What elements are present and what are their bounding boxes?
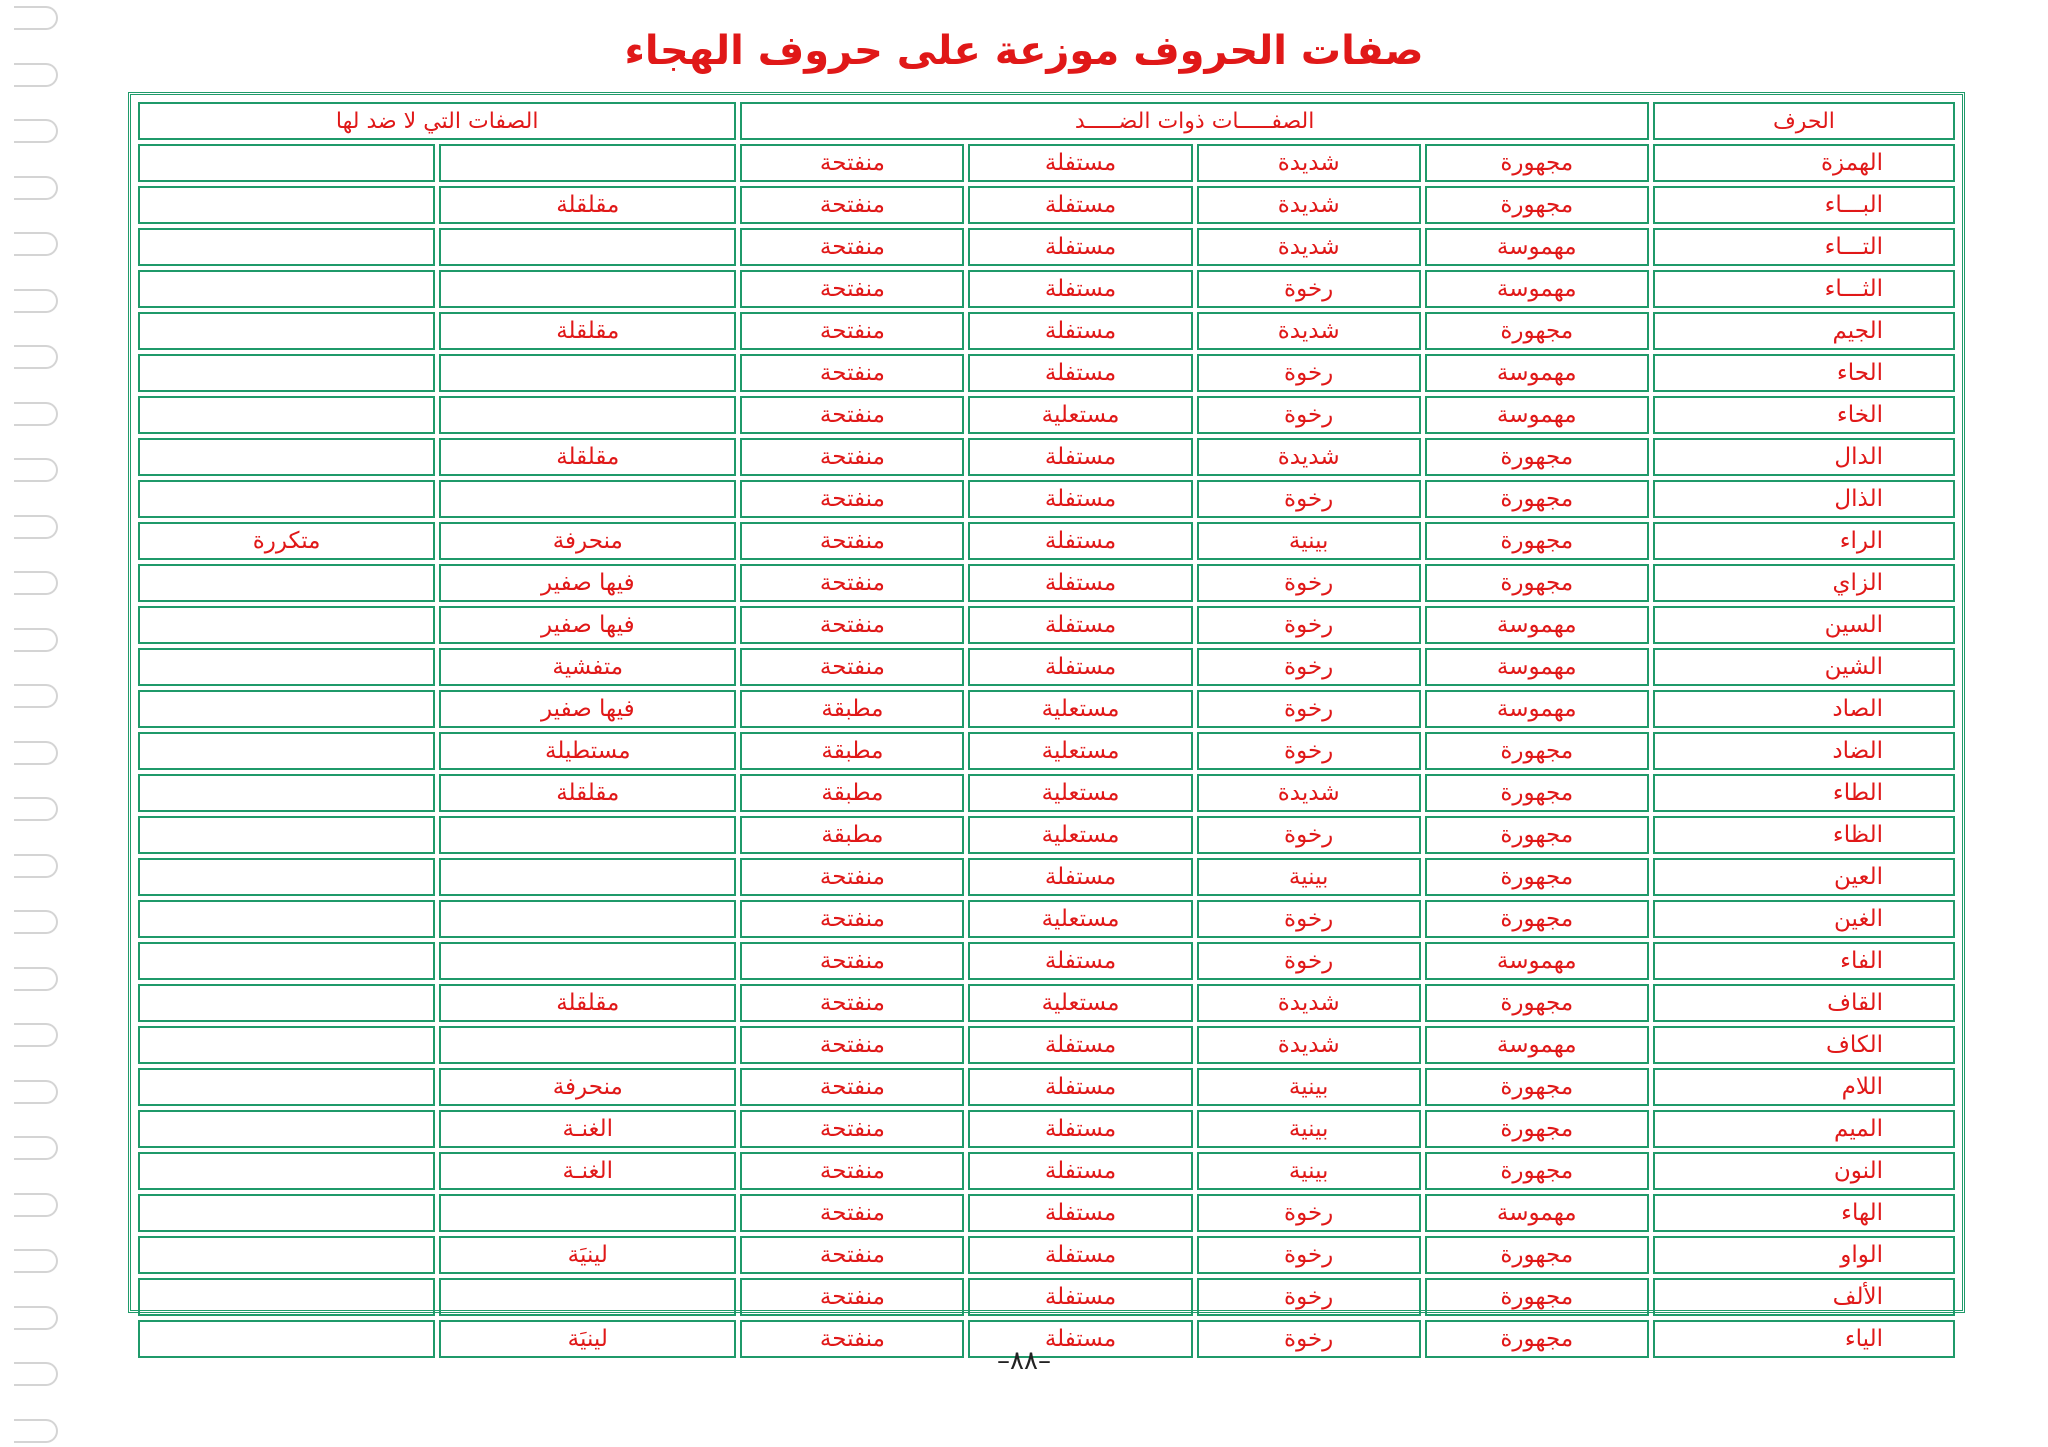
binding-ring [14,854,58,878]
table-row [138,1152,1955,1190]
binding-ring [14,119,58,143]
table-row [138,1068,1955,1106]
header-unpaired-attributes: الصفات التي لا ضد لها [138,102,736,140]
strength-cell: بينية [1197,1110,1421,1148]
strength-cell: شديدة [1197,186,1421,224]
repetition-cell [138,900,435,938]
binding-ring [14,1193,58,1217]
table-row [138,606,1955,644]
letter-cell: الواو [1653,1236,1955,1274]
openness-cell: منفتحة [740,228,964,266]
repetition-cell [138,354,435,392]
binding-ring [14,910,58,934]
elevation-cell: مستفلة [968,1194,1192,1232]
elevation-cell: مستفلة [968,564,1192,602]
table-row [138,438,1955,476]
voicing-cell: مهموسة [1425,648,1649,686]
repetition-cell [138,1194,435,1232]
repetition-cell: متكررة [138,522,435,560]
letter-cell: القاف [1653,984,1955,1022]
openness-cell: منفتحة [740,396,964,434]
openness-cell: منفتحة [740,1152,964,1190]
voicing-cell: مجهورة [1425,1320,1649,1358]
strength-cell: رخوة [1197,606,1421,644]
strength-cell: شديدة [1197,144,1421,182]
letter-cell: الألف [1653,1278,1955,1316]
table-row [138,1194,1955,1232]
extra-attribute-cell: لينيَة [439,1320,736,1358]
elevation-cell: مستعلية [968,732,1192,770]
repetition-cell [138,606,435,644]
extra-attribute-cell [439,396,736,434]
repetition-cell [138,186,435,224]
strength-cell: رخوة [1197,354,1421,392]
elevation-cell: مستفلة [968,1110,1192,1148]
binding-ring [14,232,58,256]
extra-attribute-cell [439,942,736,980]
letter-cell: الدال [1653,438,1955,476]
table-row [138,522,1955,560]
voicing-cell: مجهورة [1425,522,1649,560]
repetition-cell [138,1068,435,1106]
voicing-cell: مهموسة [1425,396,1649,434]
elevation-cell: مستفلة [968,1068,1192,1106]
table-row [138,1026,1955,1064]
binding-ring [14,402,58,426]
voicing-cell: مجهورة [1425,984,1649,1022]
letter-cell: السين [1653,606,1955,644]
strength-cell: رخوة [1197,1278,1421,1316]
voicing-cell: مجهورة [1425,312,1649,350]
extra-attribute-cell: مستطيلة [439,732,736,770]
strength-cell: رخوة [1197,690,1421,728]
repetition-cell [138,1110,435,1148]
table-row [138,186,1955,224]
header-letter: الحرف [1653,102,1955,140]
repetition-cell [138,690,435,728]
binding-ring [14,628,58,652]
table-row [138,564,1955,602]
openness-cell: منفتحة [740,1278,964,1316]
letter-cell: الحاء [1653,354,1955,392]
extra-attribute-cell: منحرفة [439,1068,736,1106]
binding-ring [14,1249,58,1273]
spiral-binding [14,0,64,1447]
repetition-cell [138,774,435,812]
repetition-cell [138,480,435,518]
voicing-cell: مهموسة [1425,690,1649,728]
openness-cell: منفتحة [740,942,964,980]
table-row [138,984,1955,1022]
voicing-cell: مجهورة [1425,1152,1649,1190]
repetition-cell [138,270,435,308]
extra-attribute-cell: الغنـة [439,1110,736,1148]
voicing-cell: مهموسة [1425,942,1649,980]
strength-cell: رخوة [1197,564,1421,602]
table-row [138,228,1955,266]
openness-cell: منفتحة [740,1110,964,1148]
extra-attribute-cell [439,228,736,266]
openness-cell: منفتحة [740,144,964,182]
table-row [138,144,1955,182]
letter-cell: الصاد [1653,690,1955,728]
table-row [138,648,1955,686]
voicing-cell: مجهورة [1425,564,1649,602]
strength-cell: رخوة [1197,900,1421,938]
openness-cell: منفتحة [740,564,964,602]
voicing-cell: مجهورة [1425,774,1649,812]
elevation-cell: مستفلة [968,522,1192,560]
elevation-cell: مستفلة [968,1026,1192,1064]
voicing-cell: مهموسة [1425,606,1649,644]
binding-ring [14,1023,58,1047]
elevation-cell: مستفلة [968,1152,1192,1190]
elevation-cell: مستفلة [968,480,1192,518]
binding-ring [14,1136,58,1160]
openness-cell: مطبقة [740,690,964,728]
openness-cell: منفتحة [740,1194,964,1232]
voicing-cell: مهموسة [1425,270,1649,308]
elevation-cell: مستفلة [968,1236,1192,1274]
table-row [138,480,1955,518]
repetition-cell [138,438,435,476]
letter-cell: الميم [1653,1110,1955,1148]
extra-attribute-cell [439,858,736,896]
letter-cell: الهمزة [1653,144,1955,182]
elevation-cell: مستفلة [968,1278,1192,1316]
repetition-cell [138,648,435,686]
extra-attribute-cell: متفشية [439,648,736,686]
voicing-cell: مجهورة [1425,186,1649,224]
strength-cell: رخوة [1197,480,1421,518]
openness-cell: منفتحة [740,606,964,644]
extra-attribute-cell [439,900,736,938]
letter-cell: الشين [1653,648,1955,686]
repetition-cell [138,1152,435,1190]
letter-cell: الظاء [1653,816,1955,854]
openness-cell: منفتحة [740,522,964,560]
extra-attribute-cell: فيها صفير [439,690,736,728]
openness-cell: منفتحة [740,858,964,896]
letter-cell: التـــاء [1653,228,1955,266]
page-title: صفات الحروف موزعة على حروف الهجاء [624,28,1424,74]
repetition-cell [138,858,435,896]
strength-cell: رخوة [1197,1236,1421,1274]
extra-attribute-cell [439,816,736,854]
letter-cell: الجيم [1653,312,1955,350]
repetition-cell [138,312,435,350]
repetition-cell [138,1236,435,1274]
elevation-cell: مستفلة [968,606,1192,644]
openness-cell: منفتحة [740,270,964,308]
elevation-cell: مستفلة [968,1320,1192,1358]
extra-attribute-cell: مقلقلة [439,438,736,476]
extra-attribute-cell: مقلقلة [439,774,736,812]
repetition-cell [138,1278,435,1316]
table-row [138,396,1955,434]
binding-ring [14,1306,58,1330]
strength-cell: رخوة [1197,396,1421,434]
binding-ring [14,289,58,313]
extra-attribute-cell [439,1026,736,1064]
openness-cell: مطبقة [740,774,964,812]
elevation-cell: مستعلية [968,816,1192,854]
voicing-cell: مجهورة [1425,858,1649,896]
table-row [138,1110,1955,1148]
extra-attribute-cell [439,144,736,182]
letter-cell: العين [1653,858,1955,896]
strength-cell: رخوة [1197,732,1421,770]
strength-cell: بينية [1197,1068,1421,1106]
table-row [138,1278,1955,1316]
elevation-cell: مستعلية [968,690,1192,728]
extra-attribute-cell: الغنـة [439,1152,736,1190]
letter-cell: الغين [1653,900,1955,938]
table-row [138,270,1955,308]
voicing-cell: مجهورة [1425,1068,1649,1106]
openness-cell: منفتحة [740,648,964,686]
binding-ring [14,1419,58,1443]
elevation-cell: مستفلة [968,858,1192,896]
extra-attribute-cell [439,270,736,308]
openness-cell: منفتحة [740,1320,964,1358]
header-paired-attributes: الصفـــــات ذوات الضـــــد [740,102,1649,140]
table-row [138,900,1955,938]
voicing-cell: مهموسة [1425,354,1649,392]
letter-cell: الثـــاء [1653,270,1955,308]
strength-cell: شديدة [1197,438,1421,476]
repetition-cell [138,564,435,602]
strength-cell: بينية [1197,522,1421,560]
elevation-cell: مستفلة [968,228,1192,266]
repetition-cell [138,942,435,980]
openness-cell: مطبقة [740,732,964,770]
binding-ring [14,684,58,708]
letter-attributes-table-frame [128,92,1965,1352]
openness-cell: منفتحة [740,312,964,350]
binding-ring [14,741,58,765]
repetition-cell [138,228,435,266]
repetition-cell [138,732,435,770]
elevation-cell: مستعلية [968,774,1192,812]
extra-attribute-cell [439,480,736,518]
letter-cell: الفاء [1653,942,1955,980]
binding-ring [14,1080,58,1104]
strength-cell: شديدة [1197,774,1421,812]
extra-attribute-cell: لينيَة [439,1236,736,1274]
extra-attribute-cell: مقلقلة [439,186,736,224]
voicing-cell: مجهورة [1425,1110,1649,1148]
elevation-cell: مستفلة [968,312,1192,350]
extra-attribute-cell [439,354,736,392]
voicing-cell: مجهورة [1425,144,1649,182]
repetition-cell [138,984,435,1022]
letter-cell: الذال [1653,480,1955,518]
strength-cell: شديدة [1197,228,1421,266]
extra-attribute-cell: فيها صفير [439,606,736,644]
voicing-cell: مجهورة [1425,1236,1649,1274]
letter-cell: اللام [1653,1068,1955,1106]
strength-cell: رخوة [1197,648,1421,686]
binding-ring [14,345,58,369]
strength-cell: شديدة [1197,984,1421,1022]
table-row [138,942,1955,980]
letter-cell: البـــاء [1653,186,1955,224]
elevation-cell: مستعلية [968,900,1192,938]
extra-attribute-cell: مقلقلة [439,312,736,350]
openness-cell: منفتحة [740,900,964,938]
binding-ring [14,797,58,821]
voicing-cell: مهموسة [1425,1194,1649,1232]
extra-attribute-cell: فيها صفير [439,564,736,602]
letter-cell: النون [1653,1152,1955,1190]
header-row [138,102,1955,140]
extra-attribute-cell: مقلقلة [439,984,736,1022]
elevation-cell: مستفلة [968,648,1192,686]
openness-cell: منفتحة [740,1236,964,1274]
strength-cell: بينية [1197,1152,1421,1190]
voicing-cell: مجهورة [1425,732,1649,770]
repetition-cell [138,816,435,854]
voicing-cell: مجهورة [1425,1278,1649,1316]
strength-cell: شديدة [1197,312,1421,350]
voicing-cell: مهموسة [1425,1026,1649,1064]
voicing-cell: مجهورة [1425,816,1649,854]
table-row [138,690,1955,728]
elevation-cell: مستعلية [968,396,1192,434]
letter-cell: الراء [1653,522,1955,560]
repetition-cell [138,1026,435,1064]
binding-ring [14,6,58,30]
voicing-cell: مهموسة [1425,228,1649,266]
table-row [138,774,1955,812]
binding-ring [14,571,58,595]
letter-cell: الخاء [1653,396,1955,434]
elevation-cell: مستفلة [968,186,1192,224]
openness-cell: منفتحة [740,1068,964,1106]
table-row [138,732,1955,770]
openness-cell: منفتحة [740,480,964,518]
strength-cell: رخوة [1197,1194,1421,1232]
openness-cell: منفتحة [740,186,964,224]
binding-ring [14,176,58,200]
letter-cell: الكاف [1653,1026,1955,1064]
openness-cell: منفتحة [740,984,964,1022]
voicing-cell: مجهورة [1425,438,1649,476]
table-body [138,144,1955,1358]
letter-cell: الزاي [1653,564,1955,602]
letter-cell: الياء [1653,1320,1955,1358]
strength-cell: شديدة [1197,1026,1421,1064]
openness-cell: منفتحة [740,354,964,392]
binding-ring [14,967,58,991]
openness-cell: منفتحة [740,1026,964,1064]
elevation-cell: مستفلة [968,270,1192,308]
openness-cell: منفتحة [740,438,964,476]
elevation-cell: مستفلة [968,942,1192,980]
repetition-cell [138,396,435,434]
table-row [138,354,1955,392]
elevation-cell: مستفلة [968,354,1192,392]
elevation-cell: مستعلية [968,984,1192,1022]
extra-attribute-cell [439,1278,736,1316]
strength-cell: بينية [1197,858,1421,896]
extra-attribute-cell [439,1194,736,1232]
binding-ring [14,458,58,482]
strength-cell: رخوة [1197,816,1421,854]
elevation-cell: مستفلة [968,438,1192,476]
table-row [138,1236,1955,1274]
strength-cell: رخوة [1197,270,1421,308]
repetition-cell [138,144,435,182]
binding-ring [14,515,58,539]
letter-attributes-table [134,98,1959,1362]
table-row [138,858,1955,896]
extra-attribute-cell: منحرفة [439,522,736,560]
elevation-cell: مستفلة [968,144,1192,182]
page-number: –٨٨– [997,1346,1051,1376]
letter-cell: الطاء [1653,774,1955,812]
table-row [138,312,1955,350]
letter-cell: الهاء [1653,1194,1955,1232]
letter-cell: الضاد [1653,732,1955,770]
voicing-cell: مجهورة [1425,480,1649,518]
strength-cell: رخوة [1197,942,1421,980]
table-row [138,816,1955,854]
strength-cell: رخوة [1197,1320,1421,1358]
voicing-cell: مجهورة [1425,900,1649,938]
openness-cell: مطبقة [740,816,964,854]
